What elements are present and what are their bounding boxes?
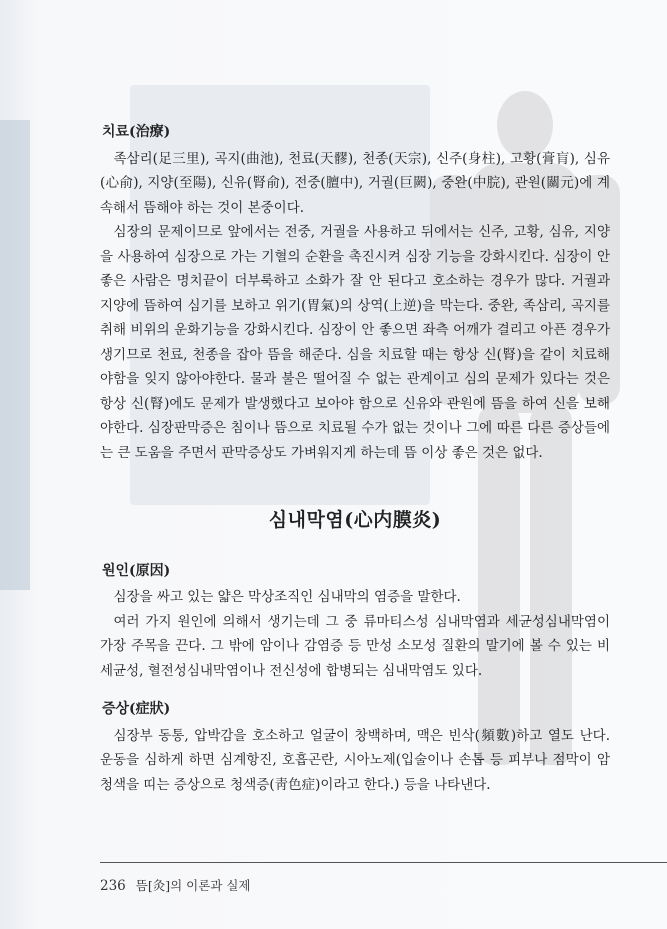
cause-definition-paragraph: 심장을 싸고 있는 얇은 막상조직인 심내막의 염증을 말한다. bbox=[113, 589, 461, 605]
footer-rule bbox=[100, 862, 667, 863]
page-content bbox=[100, 120, 610, 797]
section-title: 심내막염(心内膜炎) bbox=[268, 509, 442, 531]
page-footer bbox=[100, 876, 251, 894]
cause-detail-paragraph: 여러 가지 원인에 의해서 생기는데 그 중 류마티스성 심내막염과 세균성심내막염이 가장 주목을 끈다. 그 밖에 암이나 감염증 등 만성 소모성 질환의 말기에 볼 수 있는 비세균성, 혈전성심내막염이나 전신성에 합병되는 심내막염도 있다. bbox=[100, 613, 610, 679]
treatment-acupoints-paragraph: 족삼리(足三里), 곡지(曲池), 천료(天髎), 천종(天宗), 신주(身柱), 고황(膏肓), 심유(心俞), 지양(至陽), 신유(腎俞), 전중(膻中), 거궐(巨闕), 중완(中脘), 관원(關元)에 계속해서 뜸해야 하는 것이 본중이다. bbox=[100, 150, 610, 216]
page-number: 236 bbox=[100, 878, 126, 894]
book-title: 뜸[灸]의 이론과 실제 bbox=[135, 878, 251, 893]
symptom-heading: 증상(症狀) bbox=[102, 701, 171, 717]
treatment-heading: 치료(治療) bbox=[102, 124, 171, 140]
symptom-paragraph: 심장부 동통, 압박감을 호소하고 얼굴이 창백하며, 맥은 빈삭(頻數)하고 열도 난다. 운동을 심하게 하면 심계항진, 호흡곤란, 시아노제(입술이나 손톱 등 피부나 점막이 암청색을 띠는 증상으로 청색증(靑色症)이라고 한다.) 등을 나타낸다. bbox=[100, 727, 610, 793]
cause-heading: 원인(原因) bbox=[102, 562, 171, 579]
treatment-explanation-paragraph: 심장의 문제이므로 앞에서는 전중, 거궐을 사용하고 뒤에서는 신주, 고황, 심유, 지양을 사용하여 심장으로 가는 기혈의 순환을 촉진시켜 심장 기능을 강화시킨다. 심장이 안 좋은 사람은 명치끝이 더부룩하고 소화가 잘 안 된다고 호소하는 경우가 많다. 거궐과 지양에 뜸하여 심기를 보하고 위기(胃氣)의 상역(上逆)을 막는다. 중완, 족삼리, 곡지를 취해 비위의 운화기능을 강화시킨다. 심장이 안 좋으면 좌측 어깨가 결리고 아픈 경우가 생기므로 천료, 천종을 잡아 뜸을 해준다. 심을 치료할 때는 항상 신(腎)을 같이 치료해야함을 잊지 않아야한다. 물과 불은 떨어질 수 없는 관계이고 심의 문제가 있다는 것은 항상 신(腎)에도 문제가 발생했다고 보아야 함으로 신유와 관원에 뜸을 하여 신을 보해야한다. 심장판막증은 침이나 뜸으로 치료될 수가 없는 것이나 그에 따른 다른 증상들에는 큰 도움을 주면서 판막증상도 가벼워지게 하는데 뜸 이상 좋은 것은 없다. bbox=[100, 224, 610, 461]
chapter-edge-tab bbox=[0, 120, 30, 590]
